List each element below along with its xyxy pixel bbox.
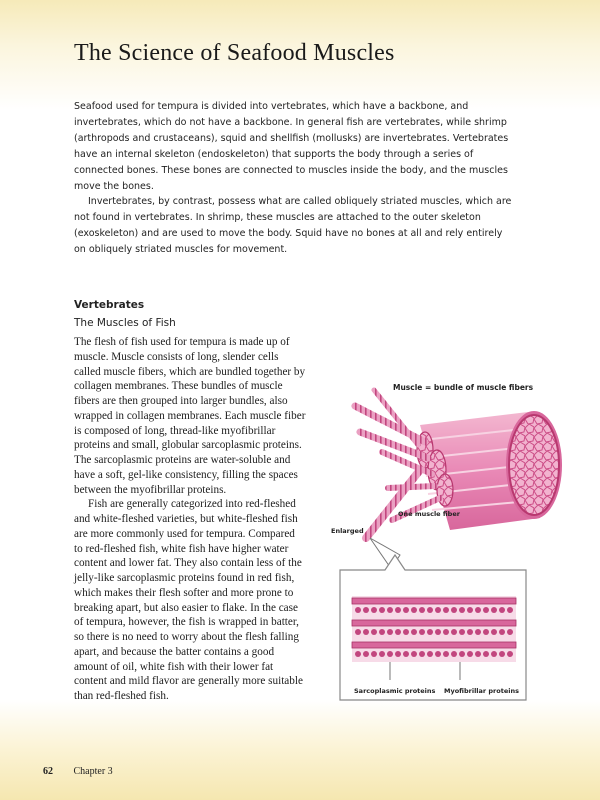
muscle-diagram [300, 370, 600, 710]
chapter-label: Chapter 3 [73, 766, 113, 777]
body-paragraph: The flesh of fish used for tempura is made up of muscle. Muscle consists of long, slender cells called muscle fibers, which are bundled together by collagen membranes. These bundles of muscle fibers are then grouped into larger bundles, also wrapped in collagen membranes. Each muscle fiber is composed of long, thread-like myofibrillar proteins and small, globular sarcoplasmic proteins. The sarcoplasmic proteins are water-soluble and have a soft, gel-like consistency, filling the spaces between the myofibrillar proteins. [74, 336, 306, 496]
page-number: 62 [43, 766, 53, 777]
intro-text [74, 99, 514, 258]
section-heading: Vertebrates [74, 299, 145, 311]
enlarged-label: Enlarged [331, 527, 364, 535]
intro-paragraph: Seafood used for tempura is divided into vertebrates, which have a backbone, and invertebrates, which do not have a backbone. In general fish are vertebrates, while shrimp (arthropods and crustaceans), squid and shellfish (mollusks) are invertebrates. Vertebrates have an internal skeleton (endoskeleton) that supports the body through a series of connected bones. These bones are connected to muscles inside the body, and the muscles move the bones. [74, 101, 509, 192]
page-footer [43, 766, 113, 777]
subheading: The Muscles of Fish [74, 317, 176, 329]
body-paragraph: Fish are generally categorized into red-fleshed and white-fleshed varieties, but white-fleshed fish are more commonly used for tempura. Compared to red-fleshed fish, white fish have higher water content and lower fat. They also contain less of the jelly-like sarcoplasmic proteins found in red fish, which makes their flesh softer and more prone to breaking apart, but also easier to flake. In the case of tempura, however, the fish is wrapped in batter, so there is no need to worry about the flesh falling apart, and because the batter contains a good amount of oil, white fish with their lower fat content and mild flavor are generally more suitable than red-fleshed fish. [74, 498, 303, 702]
intro-paragraph: Invertebrates, by contrast, possess what are called obliquely striated muscles, which are not found in vertebrates. In shrimp, these muscles are attached to the outer skeleton (exoskeleton) and are used to move the body. Squid have no bones at all and rely entirely on obliquely striated muscles for movement. [74, 196, 512, 256]
page-title: The Science of Seafood Muscles [74, 40, 395, 66]
sarcoplasmic-label: Sarcoplasmic proteins [354, 687, 436, 695]
fiber-label: One muscle fiber [398, 510, 460, 518]
myofibrillar-label: Myofibrillar proteins [444, 687, 519, 695]
body-text [74, 335, 306, 704]
figure-caption: Muscle = bundle of muscle fibers [393, 383, 534, 392]
